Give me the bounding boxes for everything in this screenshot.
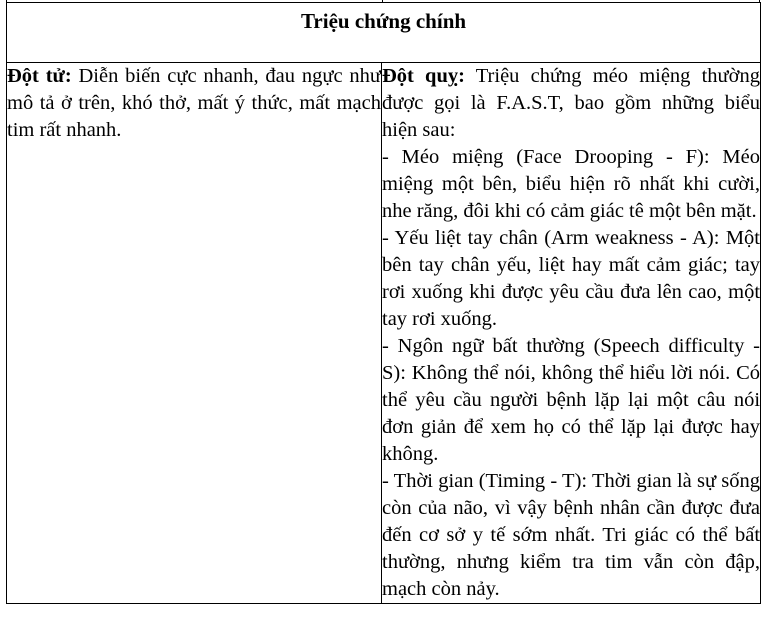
stroke-term: Đột quỵ: bbox=[382, 65, 465, 87]
content-row bbox=[7, 63, 761, 604]
fast-item-timing: - Thời gian (Timing - T): Thời gian là sự sống còn của não, vì vậy bệnh nhân cần được đưa đến cơ sở y tế sớm nhất. Tri giác có thể bất thường, nhưng kiểm tra tim vẫn còn đập, mạch còn nảy. bbox=[382, 470, 761, 600]
sudden-death-term: Đột tử: bbox=[7, 65, 72, 87]
stroke-cell bbox=[382, 63, 761, 604]
fast-item-speech: - Ngôn ngữ bất thường (Speech difficulty - S): Không thể nói, không thể hiểu lời nói. Có thể yêu cầu người bệnh lặp lại một câu nói đơn giản để xem họ có thể lặp lại được hay không. bbox=[382, 335, 761, 465]
table-header-text: Triệu chứng chính bbox=[300, 9, 467, 33]
header-row bbox=[7, 3, 761, 63]
stroke-intro-paragraph bbox=[382, 63, 760, 144]
fast-item-arm: - Yếu liệt tay chân (Arm weakness - A): Một bên tay chân yếu, liệt hay mất cảm giác; tay rơi xuống khi được yêu cầu đưa lên cao, một tay rơi xuống. bbox=[382, 227, 761, 330]
sudden-death-paragraph bbox=[7, 63, 381, 144]
sudden-death-description: Diễn biến cực nhanh, đau ngực như mô tả ở trên, khó thở, mất ý thức, mất mạch tim rất nhanh. bbox=[7, 65, 381, 141]
table-header-cell bbox=[7, 3, 761, 63]
symptoms-table bbox=[6, 2, 761, 604]
sudden-death-cell bbox=[7, 63, 382, 604]
stroke-intro: Triệu chứng méo miệng thường được gọi là F.A.S.T, bao gồm những biểu hiện sau: bbox=[382, 65, 761, 141]
fast-item-face: - Méo miệng (Face Drooping - F): Méo miệng một bên, biểu hiện rõ nhất khi cười, nhe răng, đôi khi có cảm giác tê một bên mặt. bbox=[382, 146, 761, 222]
